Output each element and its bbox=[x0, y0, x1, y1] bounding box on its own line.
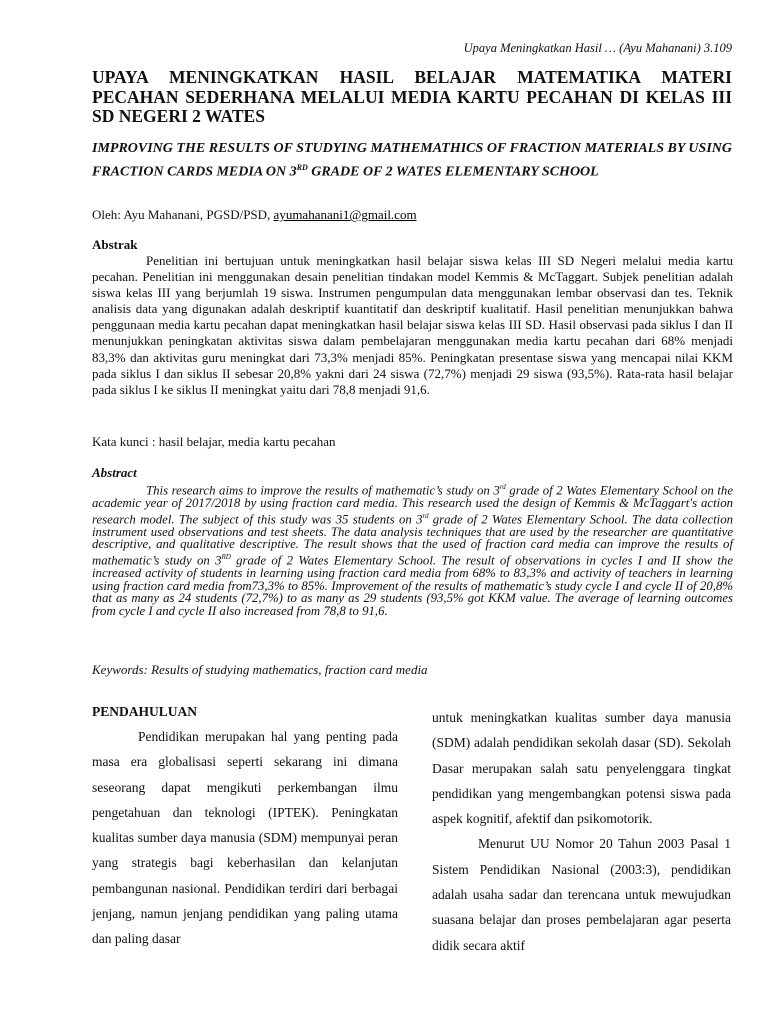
right-paragraph-1: untuk meningkatkan kualitas sumber daya manusia (SDM) adalah pendidikan sekolah dasar (SD). Sekolah Dasar merupakan salah satu penyelenggara tingkat pendidikan yang mengembangkan potensi siswa pada aspek kognitif, afektif dan psikomotorik. bbox=[432, 710, 731, 827]
paper-title: UPAYA MENINGKATKAN HASIL BELAJAR MATEMATIKA MATERI PECAHAN SEDERHANA MELALUI MEDIA KARTU PECAHAN DI KELAS III SD NEGERI 2 WATES bbox=[92, 67, 732, 126]
abstract-body bbox=[92, 481, 733, 618]
abstract-sup-1: rd bbox=[499, 483, 506, 491]
right-paragraph-2: Menurut UU Nomor 20 Tahun 2003 Pasal 1 Sistem Pendidikan Nasional (2003:3), pendidikan adalah usaha sadar dan terencana untuk mewujudkan suasana belajar dan proses pembelajaran agar peserta didik secara aktif bbox=[432, 836, 731, 953]
running-head: Upaya Meningkatkan Hasil … (Ayu Mahanani) 3.109 bbox=[463, 41, 732, 55]
english-title-sup: RD bbox=[296, 162, 308, 172]
author-prefix: Oleh: Ayu Mahanani, PGSD/PSD, bbox=[92, 207, 274, 222]
abstract-text-1: This research aims to improve the results of mathematic’s study on 3 bbox=[146, 483, 500, 498]
abstract-heading: Abstract bbox=[92, 465, 137, 480]
section-heading: PENDAHULUAN bbox=[92, 704, 198, 719]
english-title bbox=[92, 140, 732, 182]
abstract-text-4: grade of 2 Wates Elementary School. The result of observations in cycles I and II show the increased activity of students in learning using fraction card media from 68% to 83,3% and activity of teachers in learning using fraction card media from73,3% to 85%. Improvement of the results of mathematic’s study cycle I and cycle II of 20,8% that as many as 24 students (72,7%) to as many as 29 students (93,5% got KKM value. The average of learning outcomes from cycle I and cycle II also increased from 78,8 to 91,6. bbox=[92, 553, 733, 619]
abstrak-body: Penelitian ini bertujuan untuk meningkatkan hasil belajar siswa kelas III SD Negeri melalui media kartu pecahan. Penelitian ini menggunakan desain penelitian tindakan model Kemmis & McTaggart. Subjek penelitian adalah siswa kelas III yang berjumlah 19 siswa. Instrumen pengumpulan data menggunakan lembar observasi dan tes. Teknik analisis data yang digunakan adalah deskriptif kuantitatif dan deskriptif kualitatif. Hasil penelitian menunjukkan bahwa penggunaan media kartu pecahan dapat meningkatkan hasil belajar siswa kelas III SD. Hasil observasi pada siklus I dan II menunjukkan peningkatan aktivitas siswa dalam pembelajaran menggunakan media kartu pecahan dari 68% menjadi 83,3% dan aktivitas guru meningkat dari 73,3% menjadi 85%. Peningkatan presentase siswa yang mencapai nilai KKM pada siklus I dan siklus II sebesar 20,8% yakni dari 24 siswa (72,7%) menjadi 29 siswa (93,5%). Rata-rata hasil belajar pada siklus I ke siklus II meningkat yaitu dari 78,8 menjadi 91,6. bbox=[92, 253, 733, 397]
right-column bbox=[432, 705, 731, 958]
keywords: Keywords: Results of studying mathematics, fraction card media bbox=[92, 662, 428, 677]
abstract-sup-3: RD bbox=[221, 553, 231, 562]
english-title-part1: IMPROVING THE RESULTS OF STUDYING MATHEMATHICS OF FRACTION MATERIALS BY USING FRACTION CARDS MEDIA ON 3 bbox=[92, 141, 732, 180]
left-column bbox=[92, 724, 398, 952]
abstract-text-3: grade of 2 Wates Elementary School. The data collection instrument used observations and test sheets. The data analysis techniques that are used by the researcher are quantitative descriptive, and qualitative descriptive. The result shows that the used of fraction card media can improve the results of mathematic’s study on 3 bbox=[92, 511, 734, 568]
author-line bbox=[92, 207, 417, 223]
left-paragraph: Pendidikan merupakan hal yang penting pada masa era globalisasi seperti sekarang ini dimana seseorang dapat mengikuti perkembangan ilmu pengetahuan dan teknologi (IPTEK). Peningkatan kualitas sumber daya manusia (SDM) mempunyai peran yang strategis bagi keberhasilan dan kelanjutan pembangunan nasional. Pendidikan terdiri dari berbagai jenjang, namun jenjang pendidikan yang paling utama dan paling dasar bbox=[92, 729, 398, 947]
author-email-link[interactable]: ayumahanani1@gmail.com bbox=[273, 207, 417, 222]
english-title-part2: GRADE OF 2 WATES ELEMENTARY SCHOOL bbox=[307, 164, 599, 180]
abstract-text-2: grade of 2 Wates Elementary School on the academic year of 2017/2018 by using fraction card media. This research used the design of Kemmis & McTaggart's action research model. The subject of this study was 35 students on 3 bbox=[92, 483, 733, 526]
abstrak-heading: Abstrak bbox=[92, 237, 138, 252]
abstract-sup-2: rd bbox=[422, 511, 429, 520]
kata-kunci: Kata kunci : hasil belajar, media kartu pecahan bbox=[92, 434, 336, 449]
